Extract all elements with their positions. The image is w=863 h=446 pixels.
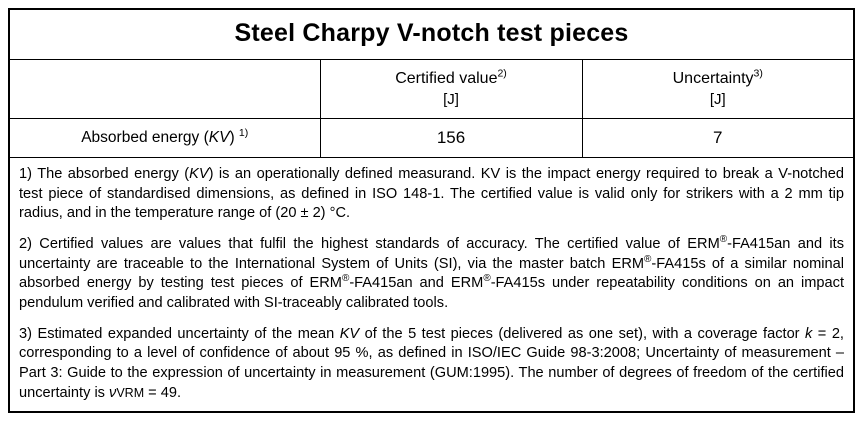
certified-values-table [8, 8, 855, 413]
row-label-prefix: Absorbed energy ( [81, 128, 209, 146]
footnote-3: 3) Estimated expanded uncertainty of the mean KV of the 5 test pieces (delivered as one set), with a coverage factor k = 2, corresponding to a level of confidence of about 95 %, as defined in ISO/IEC Guide 98-3:2008; Uncertainty of measurement – Part 3: Guide to the expression of uncertainty in measurement (GUM:1995). The number of degrees of freedom of the certified uncertainty is νVRM = 49. [19, 325, 844, 401]
page-title: Steel Charpy V-notch test pieces [234, 19, 629, 47]
table-row [10, 118, 853, 157]
row-label-suffix: ) [229, 128, 235, 146]
table-grid [10, 60, 853, 157]
table-header-row [10, 60, 853, 118]
row-uncertainty: 7 [582, 118, 853, 157]
row-certified-value: 156 [320, 118, 582, 157]
footnote-1: 1) The absorbed energy (KV) is an operationally defined measurand. KV is the impact energy required to break a V-notched test piece of standardised dimensions, as defined in ISO 148-1. The certified value is valid only for strikers with a 2 mm tip radius, and in the temperature range of (20 ± 2) °C. [19, 165, 844, 222]
header-uncertainty-unit: [J] [709, 90, 726, 108]
row-label-absorbed-energy [10, 118, 320, 157]
footnote-2: 2) Certified values are values that fulfil the highest standards of accuracy. The certified value of ERM®-FA415an and its uncertainty are traceable to the International System of Units (SI), via the master batch ERM®-FA415s of a similar nominal absorbed energy by testing test pieces of ERM®-FA415an and ERM®-FA415s under repeatability conditions on an impact pendulum verified and calibrated with SI-traceably calibrated tools. [19, 234, 844, 311]
header-uncertainty [582, 60, 853, 118]
header-uncertainty-label: Uncertainty [672, 70, 754, 87]
footnotes-section [10, 157, 853, 412]
header-certified-value [320, 60, 582, 118]
header-certified-value-footnote: 2) [497, 67, 507, 80]
header-blank-cell [10, 60, 320, 118]
row-label-symbol: KV [208, 128, 230, 146]
row-label-footnote: 1) [238, 126, 249, 139]
table-title-row [10, 10, 853, 60]
header-uncertainty-footnote: 3) [753, 67, 763, 80]
header-certified-value-label: Certified value [395, 70, 498, 87]
header-certified-value-unit: [J] [443, 90, 459, 108]
